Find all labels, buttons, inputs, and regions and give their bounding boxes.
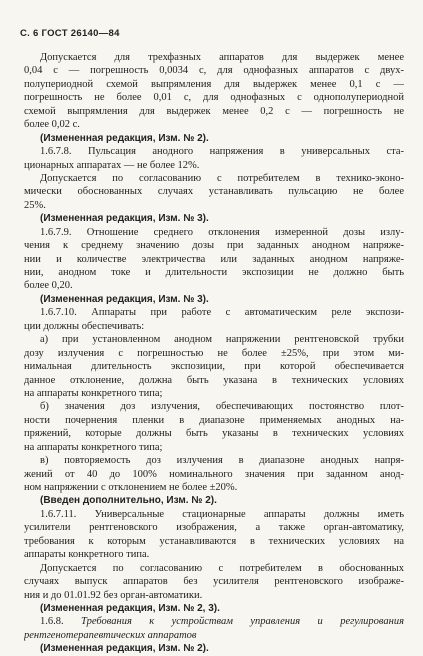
amendment-note: (Введен дополнительно, Изм. № 2). <box>40 495 217 507</box>
text-line: дозу излучения с погрешностью не более ±25%, при этом ми- <box>24 347 404 359</box>
text-line: полупериодной схемой выпрямления для выдержек менее 0,1 с — <box>24 78 404 90</box>
text-line: 1.6.7.11. Универсальные стационарные аппараты должны иметь <box>40 508 404 520</box>
text-line: в) повторяемость доз излучения в диапазоне анодных напря- <box>40 455 404 467</box>
amendment-note: (Измененная редакция, Изм. № 2). <box>40 643 209 655</box>
text-line: б) значения доз излучения, обеспечивающих постоянство плот- <box>40 401 404 413</box>
text-line: нимальная длительность экспозиции, при которой обеспечивается <box>24 361 404 373</box>
text-line: 1.6.7.8. Пульсация анодного напряжения в универсальных ста- <box>40 146 404 158</box>
text-line <box>24 615 404 628</box>
text-line: рентгенотерапевтических аппаратов <box>24 629 197 641</box>
amendment-note: (Измененная редакция, Изм. № 3). <box>40 293 209 305</box>
text-line: мически обоснованных случаях устанавливать пульсацию не более <box>24 186 404 198</box>
text-line: чения к среднему значению дозы при заданных анодном напряже- <box>24 240 404 252</box>
text-line: аппараты конкретного типа. <box>24 549 150 561</box>
text-line: Допускается для трехфазных аппаратов для выдержек менее <box>40 52 404 63</box>
text-line: более 0,20. <box>24 280 73 292</box>
text-line: ции должны обеспечивать: <box>24 320 145 332</box>
page-header: С. 6 ГОСТ 26140—84 <box>20 28 120 39</box>
text-line: усилители рентгеновского изображения, а также орган-автоматику, <box>24 522 404 534</box>
clause-title: Требования к устройствам управления и регулирования <box>81 616 404 628</box>
text-line: 0,04 с — погрешность 0,0034 с, для однофазных аппаратов с двух- <box>24 65 404 77</box>
text-line: нии и количестве электричества или заданных анодном напряже- <box>24 253 404 265</box>
text-line: ния и до 01.01.92 без орган-автоматики. <box>24 589 203 601</box>
amendment-note: (Измененная редакция, Изм. № 2). <box>40 132 209 144</box>
text-line: 25%. <box>24 199 46 211</box>
text-line: ности почернения пленки в диапазоне применяемых анодных на- <box>24 414 404 426</box>
clause-number: 1.6.8. <box>40 616 82 628</box>
text-line: данное отклонение, должна быть указана в технических условиях <box>24 374 404 386</box>
text-line: жений от 40 до 100% номинального значения при заданном анод- <box>24 468 404 480</box>
text-line: требования к которым устанавливаются в технических условиях на <box>24 535 404 547</box>
text-line: погрешность не более 0,01 с, для однофазных с однополупериодной <box>24 92 404 104</box>
text-line: схемой выпрямления для выдержек менее 0,2 с — погрешность не <box>24 105 404 117</box>
text-line: ном напряжении с отклонением не более ±20%. <box>24 482 238 493</box>
text-line: пряжений, которые должны быть указаны в технических условиях <box>24 428 404 440</box>
text-line: 1.6.7.10. Аппараты при работе с автоматическим реле экспози- <box>40 307 404 319</box>
text-line: Допускается по согласованию с потребителем в технико-эконо- <box>40 172 404 184</box>
text-line: на аппараты конкретного типа; <box>24 441 163 453</box>
text-line: Допускается по согласованию с потребителем в обоснованных <box>40 562 404 574</box>
amendment-note: (Измененная редакция, Изм. № 2, 3). <box>40 602 220 614</box>
amendment-note: (Измененная редакция, Изм. № 3). <box>40 213 209 225</box>
text-line: нии, анодном токе и длительности экспозиции не должно быть <box>24 267 404 278</box>
text-line: а) при установленном анодном напряжении рентгеновской трубки <box>40 334 404 346</box>
text-line: более 0,02 с. <box>24 119 80 131</box>
text-line: 1.6.7.9. Отношение среднего отклонения измеренной дозы излу- <box>40 226 404 238</box>
document-body <box>24 51 404 656</box>
text-line: на аппараты конкретного типа; <box>24 387 163 399</box>
text-line: ционарных аппаратах — не более 12%. <box>24 159 200 171</box>
text-line: случаях выпуск аппаратов без усилителя рентгеновского изображе- <box>24 576 404 588</box>
